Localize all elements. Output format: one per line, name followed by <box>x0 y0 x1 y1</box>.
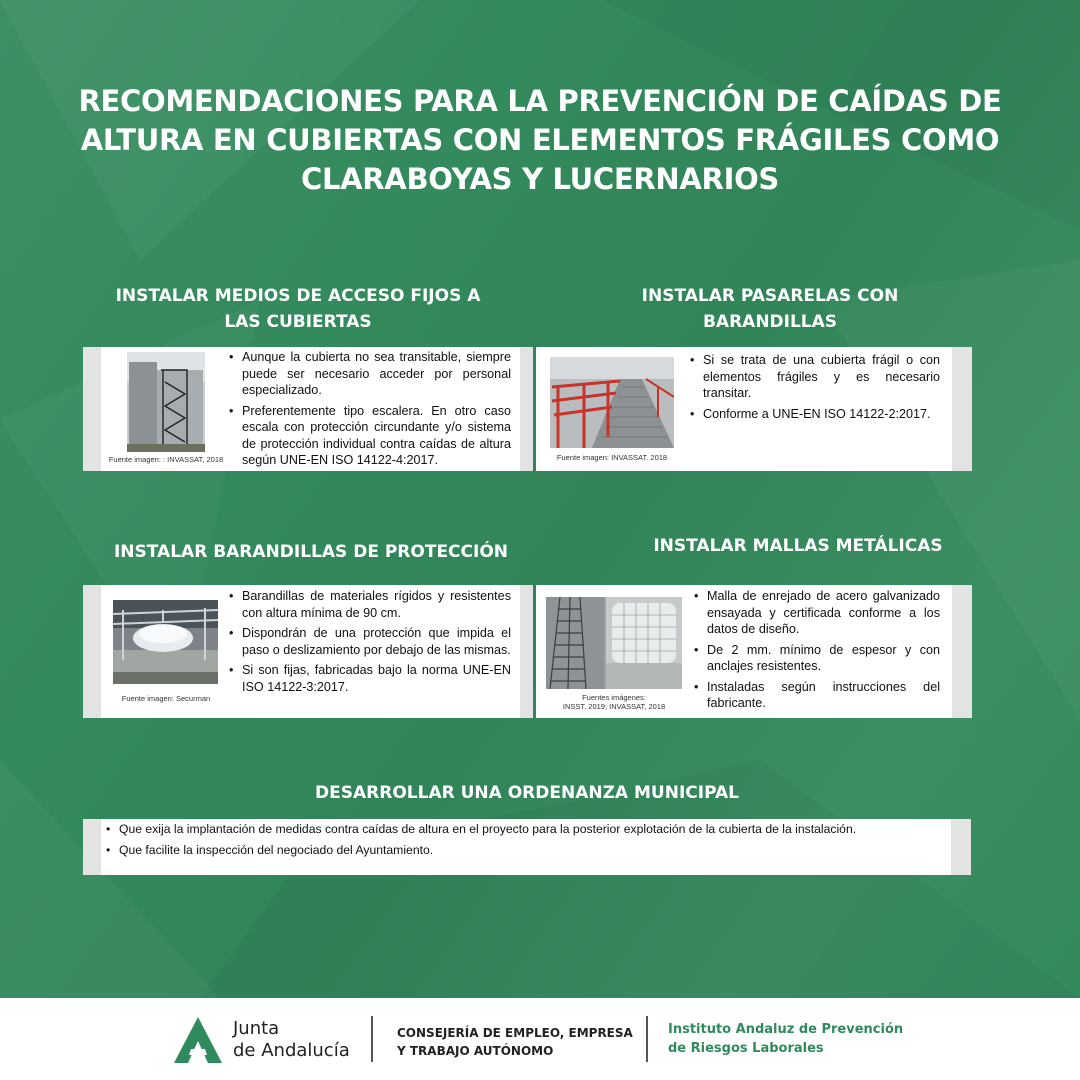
list-item: • Aunque la cubierta no sea transitable, siempre puede ser necesario acceder por personal especializado. <box>227 349 511 399</box>
inst-line: Instituto Andaluz de Prevención <box>668 1022 904 1037</box>
bullet-list-mallas <box>692 588 940 716</box>
list-item: • Dispondrán de una protección que impida el paso o deslizamiento por debajo de las mismas. <box>227 625 511 658</box>
bullet-list-ordenanza <box>104 821 944 862</box>
heading-line: INSTALAR BARANDILLAS DE PROTECCIÓN <box>113 542 509 562</box>
bullet-list-barandillas <box>227 588 511 699</box>
list-item: • Preferentemente tipo escalera. En otro caso escala con protección circundante y/o sistema de protección individual contra caídas de altura según UNE-EN ISO 14122-4:2017. <box>227 403 511 469</box>
dept-line: Y TRABAJO AUTÓNOMO <box>397 1044 554 1058</box>
exterior-stair-photo <box>127 352 205 452</box>
title-line-3: CLARABOYAS Y LUCERNARIOS <box>300 162 780 196</box>
list-item: • Instaladas según instrucciones del fabricante. <box>692 679 940 712</box>
heading-line: INSTALAR MEDIOS DE ACCESO FIJOS A <box>115 286 481 306</box>
heading-line: LAS CUBIERTAS <box>224 312 372 332</box>
title-line-2: ALTURA EN CUBIERTAS CON ELEMENTOS FRÁGILES COMO <box>80 123 1000 157</box>
institute-name <box>668 1020 903 1058</box>
image-caption <box>546 693 682 711</box>
section-heading-pasarelas <box>582 283 958 335</box>
list-item: • Barandillas de materiales rígidos y resistentes con altura mínima de 90 cm. <box>227 588 511 621</box>
footer <box>0 998 1080 1080</box>
bullet-list-pasarelas <box>688 352 940 426</box>
section-heading-barandillas <box>90 539 532 565</box>
dept-line: CONSEJERÍA DE EMPLEO, EMPRESA <box>397 1026 633 1040</box>
list-item: • Que facilite la inspección del negociado del Ayuntamiento. <box>104 842 944 859</box>
logo-line: Junta <box>233 1018 280 1039</box>
title-line-1: RECOMENDACIONES PARA LA PREVENCIÓN DE CAÍDAS DE <box>78 84 1002 118</box>
skylight-guardrail-photo <box>113 600 218 684</box>
panel-ordenanza <box>83 819 971 875</box>
heading-line: DESARROLLAR UNA ORDENANZA MUNICIPAL <box>315 783 739 803</box>
list-item: • Conforme a UNE-EN ISO 14122-2:2017. <box>688 406 940 423</box>
list-item: • Malla de enrejado de acero galvanizado ensayada y certificada conforme a los datos de diseño. <box>692 588 940 638</box>
caption-line: INSST, 2019; INVASSAT, 2018 <box>562 702 666 711</box>
walkway-railing-photo <box>550 357 674 448</box>
divider <box>646 1016 648 1062</box>
caption-line: Fuentes imágenes: <box>582 693 646 702</box>
bullet-list-acceso <box>227 349 511 473</box>
junta-andalucia-logo-icon <box>174 1017 222 1068</box>
image-caption: Fuente imagen: : INVASSAT, 2018 <box>108 455 224 464</box>
panel-mallas <box>536 585 972 718</box>
image-caption: Fuente imagen: Securman <box>121 694 211 703</box>
divider <box>371 1016 373 1062</box>
list-item: • Que exija la implantación de medidas contra caídas de altura en el proyecto para la posterior explotación de la cubierta de la instalación. <box>104 821 944 838</box>
heading-line: INSTALAR MALLAS METÁLICAS <box>653 536 943 556</box>
list-item: • Si se trata de una cubierta frágil o con elementos frágiles y es necesario transitar. <box>688 352 940 402</box>
page-title <box>60 82 1020 199</box>
logo-text <box>233 1018 350 1062</box>
inst-line: de Riesgos Laborales <box>668 1041 824 1056</box>
heading-line: INSTALAR PASARELAS CON <box>641 286 899 306</box>
logo-line: de Andalucía <box>233 1040 350 1061</box>
panel-acceso <box>83 347 533 471</box>
list-item: • Si son fijas, fabricadas bajo la norma UNE-EN ISO 14122-3:2017. <box>227 662 511 695</box>
panel-pasarelas <box>536 347 972 471</box>
panel-barandillas <box>83 585 533 718</box>
section-heading-ordenanza <box>83 780 971 806</box>
image-caption: Fuente imagen: INVASSAT. 2018 <box>556 453 668 462</box>
heading-line: BARANDILLAS <box>702 312 838 332</box>
section-heading-mallas <box>628 533 968 559</box>
metal-mesh-photo <box>546 597 682 689</box>
department-name <box>397 1024 633 1060</box>
section-heading-acceso <box>90 283 506 335</box>
list-item: • De 2 mm. mínimo de espesor y con anclajes resistentes. <box>692 642 940 675</box>
